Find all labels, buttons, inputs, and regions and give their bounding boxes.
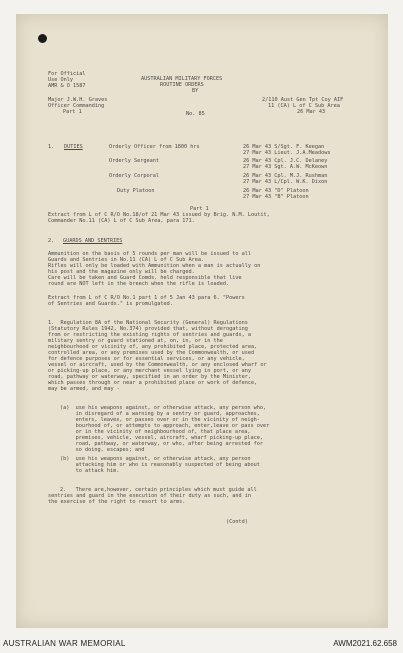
- regulation-line: vessel or aircraft, used by the Commonwealth, or any enclosed wharf or: [48, 362, 267, 368]
- duty-entry: 27 Mar 43 "B" Platoon: [243, 194, 309, 200]
- regulation-line: from or restricting the existing rights of sentries and guards, a: [48, 332, 252, 338]
- duty-role-corporal: Orderly Corporal: [109, 173, 159, 179]
- unit-line-3: 26 Mar 43: [297, 109, 326, 115]
- ammo-line: Rifles will only be loaded with Ammunition when a man is actually on: [48, 263, 261, 269]
- subclause-a-line: so doing, escapes; and: [60, 447, 145, 453]
- regulation-line: neighbourhood or vicinity of, any prohibited place, protected area,: [48, 344, 258, 350]
- subclause-a-line: enters, leaves, or passes over or in the vicinity of neigh-: [60, 417, 260, 423]
- duties-heading: DUTIES: [64, 144, 83, 150]
- document-by: BY: [192, 88, 199, 94]
- part1-label: Part 1: [190, 206, 209, 212]
- ammo-line: his post and the magazine only will be charged.: [48, 269, 195, 275]
- regulation-line: controlled area, or any premises used by the Commonwealth, or used: [48, 350, 255, 356]
- ammo-line: Care will be taken and Guard Comds. held responsible that live: [48, 275, 242, 281]
- regulation-line: for defence purposes or for essential services, or any vehicle,: [48, 356, 245, 362]
- classification-line-1: For Official: [48, 71, 86, 77]
- regulation-line: military sentry or guard stationed at, on, in, or in the: [48, 338, 223, 344]
- officer-line-2: Officer Commanding: [48, 103, 105, 109]
- classification-line-2: Use Only: [48, 77, 73, 83]
- subclause-b-line: to attack him.: [60, 468, 120, 474]
- subclause-a-line: (a) use his weapons against, or otherwise attack, any person who,: [60, 405, 267, 411]
- extract-line: of Sentries and Guards." is promulgated.: [48, 301, 173, 307]
- unit-line-1: 2/110 Aust Gen Tpt Coy AIF: [262, 97, 344, 103]
- subclause-a-line: in disregard of a warning by a sentry or guard, approaches,: [60, 411, 260, 417]
- unit-line-2: 11 (CA) L of C Sub Area: [268, 103, 340, 109]
- extract-line: Extract from L of C R/O No.1 part 1 of 5 Jan 43 para 6. "Powers: [48, 295, 245, 301]
- duty-role-sergeant: Orderly Sergeant: [109, 158, 159, 164]
- document-subtitle: ROUTINE ORDERS: [160, 82, 204, 88]
- duty-role-officer: Orderly Officer from 1800 hrs: [109, 144, 200, 150]
- regulation-line: which passes through or near a prohibited place or work of defence,: [48, 380, 258, 386]
- regulation-line: 1. Regulation 8A of the National Security (General) Regulations: [48, 320, 248, 326]
- punch-hole: [38, 34, 47, 43]
- paragraph2-line: 2. There are,however, certain principles which must guide all: [60, 487, 257, 493]
- ammo-line: round are NOT left in the breech when the rifle is loaded.: [48, 281, 230, 287]
- ammo-line: Ammunition on the basis of 5 rounds per man will be issued to all: [48, 251, 252, 257]
- regulation-line: may be armed, and may -: [48, 386, 120, 392]
- duty-entry: 27 Mar 43 L/Cpl. W.K. Dixon: [243, 179, 328, 185]
- part1-extract-line: Extract from L of C R/O No.18/of 21 Mar 43 issued by Brig. N.M. Loutit,: [48, 212, 270, 218]
- subclause-b-line: attacking him or who is reasonably suspected of being about: [60, 462, 260, 468]
- archive-name: AUSTRALIAN WAR MEMORIAL: [3, 639, 126, 648]
- duties-number: 1.: [48, 144, 55, 150]
- duty-entry: 26 Mar 43 S/Sgt. F. Keegan: [243, 144, 325, 150]
- archive-reference: AWM2021.62.658: [333, 639, 397, 648]
- duty-entry: 27 Mar 43 Sgt. A.W. McKeown: [243, 164, 328, 170]
- duty-entry: 26 Mar 43 Cpl. J.C. Delaney: [243, 158, 328, 164]
- duty-role-platoon: Duty Platoon: [117, 188, 155, 194]
- ammo-line: Guards and Sentries in No.11 (CA) L of C Sub Area.: [48, 257, 205, 263]
- duty-entry: 27 Mar 43 Lieut. J.A.Meadows: [243, 150, 331, 156]
- paragraph2-line: sentries and guard in the execution of their duty as such, and in: [48, 493, 252, 499]
- document-title: AUSTRALIAN MILITARY FORCES: [141, 76, 223, 82]
- continued-note: (Contd): [226, 519, 248, 525]
- regulation-line: road, pathway or waterway, specified in an order by the Minister,: [48, 374, 252, 380]
- subclause-a-line: or in the vicinity of neighbourhood of, that place area,: [60, 429, 251, 435]
- order-number: No. 85: [186, 111, 205, 117]
- subclause-a-line: road, pathway, or waterway, or who, after being arrested for: [60, 441, 264, 447]
- officer-line-3: Part 1: [63, 109, 82, 115]
- paragraph2-line: the exercise of the right to resort to arms.: [48, 499, 186, 505]
- subclause-a-line: premises, vehicle, vessel, aircraft, wharf picking-up place,: [60, 435, 264, 441]
- subclause-b-line: (b) use his weapons against, or otherwise attack, any person: [60, 456, 251, 462]
- archive-footer: [0, 634, 403, 653]
- duty-entry: 26 Mar 43 Cpl. M.J. Rushman: [243, 173, 328, 179]
- part1-extract-line: Commander No.11 (CA) L of C Sub Area, para 171.: [48, 218, 195, 224]
- regulation-line: or picking-up place, or any merchant vessel lying in port, or any: [48, 368, 252, 374]
- section2-heading: GUARDS AND SENTRIES: [63, 238, 123, 244]
- classification-line-3: AMR & O 1587: [48, 83, 86, 89]
- officer-line-1: Major J.W.H. Graves: [48, 97, 108, 103]
- duty-entry: 26 Mar 43 "D" Platoon: [243, 188, 309, 194]
- regulation-line: (Statutory Rules 1942, No.374) provided that, without derogating: [48, 326, 248, 332]
- section2-number: 2.: [48, 238, 55, 244]
- subclause-a-line: bourhood of, or attempts to approach, enter,leave or pass over: [60, 423, 270, 429]
